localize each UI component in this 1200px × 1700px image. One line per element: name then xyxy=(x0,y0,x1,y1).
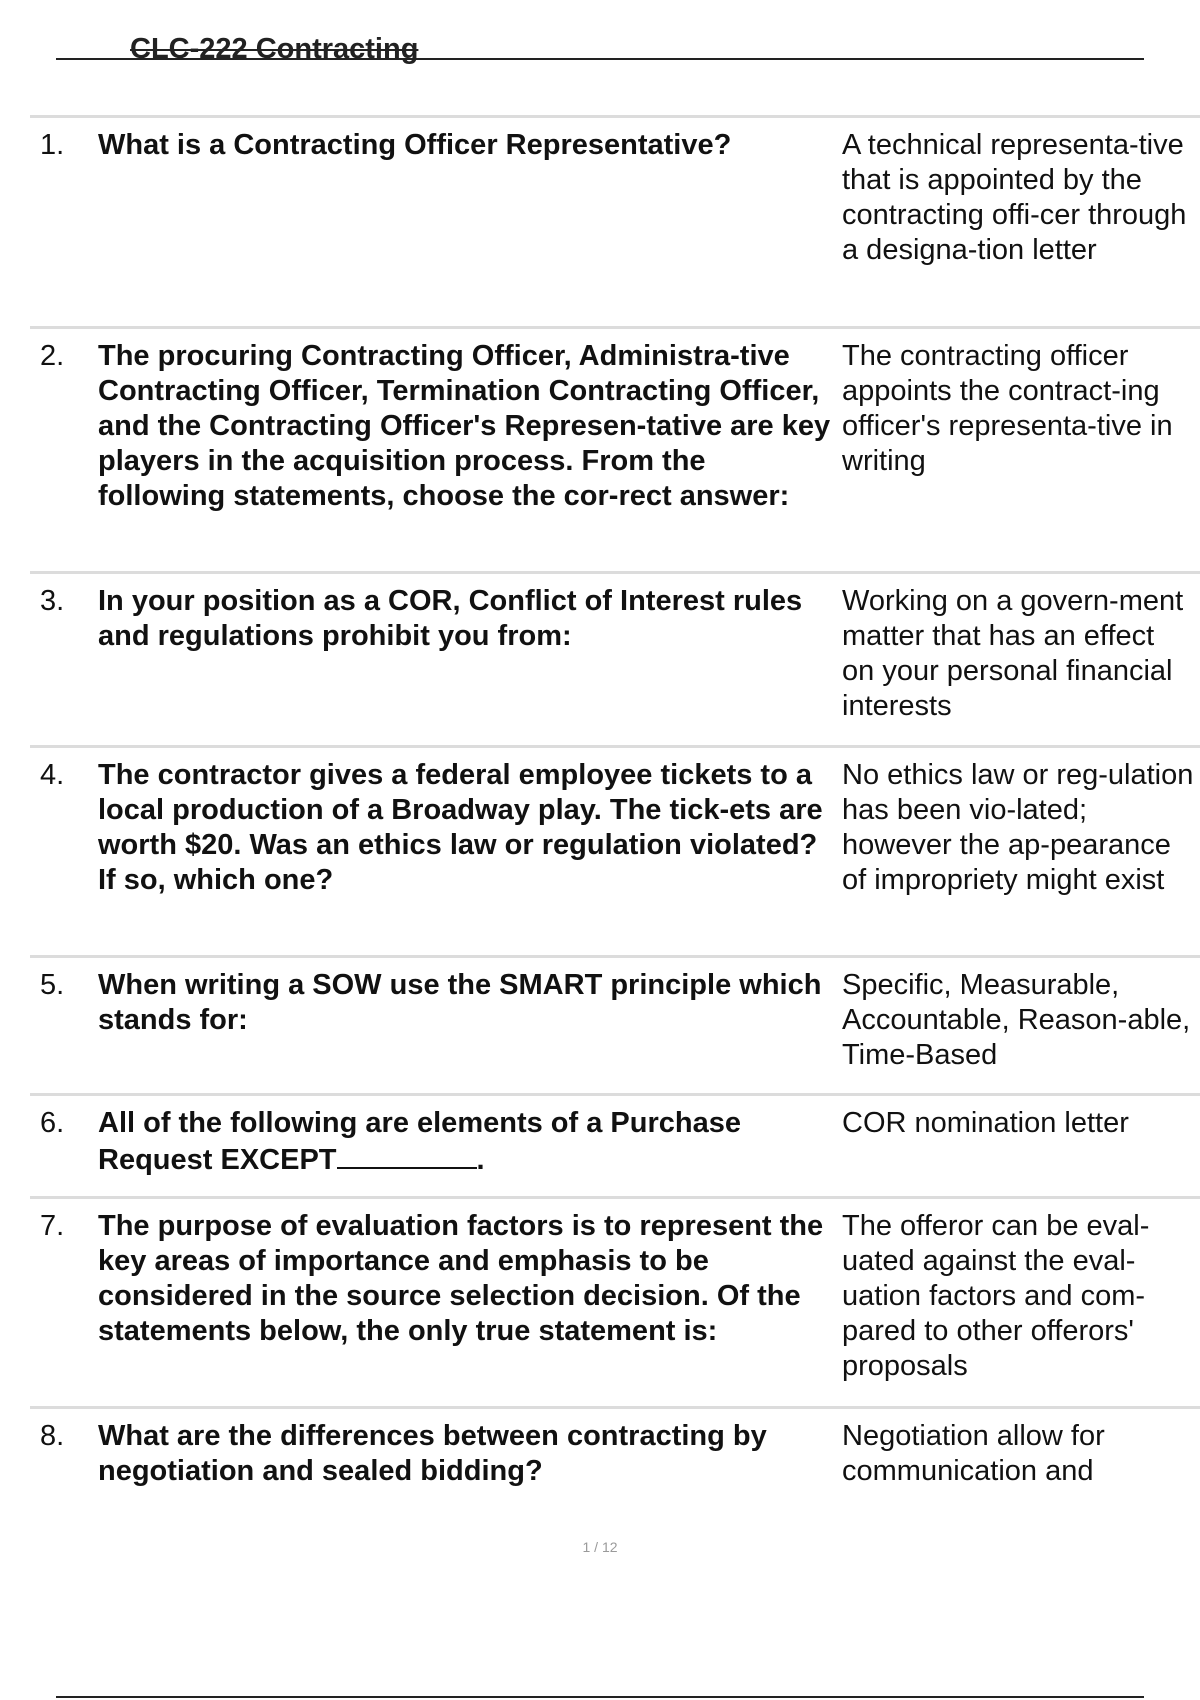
qa-list xyxy=(30,115,1200,1511)
question-number: 8. xyxy=(40,1420,65,1452)
answer-text: COR nomination letter xyxy=(842,1107,1129,1139)
question-text: In your position as a COR, Conflict of Interest rules and regulations prohibit you from: xyxy=(98,585,803,652)
question-number: 5. xyxy=(40,969,65,1001)
answer-text: No ethics law or reg-ulation has been vio-lated; however the ap-pearance of impropriety might exist xyxy=(842,759,1194,896)
answer-text: The offeror can be eval-uated against the eval-uation factors and com-pared to other offerors' proposals xyxy=(842,1210,1150,1382)
question-number: 2. xyxy=(40,340,65,372)
footer-rule xyxy=(56,1696,1144,1698)
answer-text: A technical representa-tive that is appointed by the contracting offi-cer through a designa-tion letter xyxy=(842,129,1187,266)
question-number: 4. xyxy=(40,759,65,791)
question-number: 7. xyxy=(40,1210,65,1242)
page-number: 1 / 12 xyxy=(582,1539,618,1555)
answer-text: The contracting officer appoints the contract-ing officer's representa-tive in writing xyxy=(842,340,1173,477)
question-text: What is a Contracting Officer Representative? xyxy=(98,129,732,161)
question-number: 3. xyxy=(40,585,65,617)
answer-text: Working on a govern-ment matter that has an effect on your personal financial interests xyxy=(842,585,1184,722)
qa-row xyxy=(30,1093,1200,1196)
question-text-main: All of the following are elements of a Purchase Request EXCEPT xyxy=(98,1107,741,1176)
qa-row xyxy=(30,115,1200,326)
document-title: CLC-222 Contracting xyxy=(130,33,419,65)
question-text xyxy=(98,1106,842,1184)
question-text: The procuring Contracting Officer, Administra-tive Contracting Officer, Termination Contracting Officer, and the Contracting Officer's Represen-tative are key players in the acquisition process. From the following statements, choose the cor-rect answer: xyxy=(98,340,831,512)
qa-row xyxy=(30,955,1200,1093)
question-number: 6. xyxy=(40,1107,65,1139)
fill-in-blank xyxy=(337,1141,477,1169)
qa-row xyxy=(30,1406,1200,1511)
qa-row xyxy=(30,745,1200,955)
question-number: 1. xyxy=(40,129,65,161)
qa-row xyxy=(30,571,1200,745)
question-text: The purpose of evaluation factors is to represent the key areas of importance and emphasis to be considered in the source selection decision. Of the statements below, the only true statement is: xyxy=(98,1210,824,1347)
qa-row xyxy=(30,326,1200,571)
question-text: What are the differences between contracting by negotiation and sealed bidding? xyxy=(98,1420,767,1487)
answer-text: Negotiation allow for communication and xyxy=(842,1420,1105,1487)
question-text-suffix: . xyxy=(476,1144,485,1176)
answer-text: Specific, Measurable, Accountable, Reason-able, Time-Based xyxy=(842,969,1191,1071)
page-header xyxy=(56,32,1144,65)
qa-row xyxy=(30,1196,1200,1406)
question-text: The contractor gives a federal employee tickets to a local production of a Broadway play. The tick-ets are worth $20. Was an ethics law or regulation violated? If so, which one? xyxy=(98,759,823,896)
question-text: When writing a SOW use the SMART principle which stands for: xyxy=(98,969,822,1036)
